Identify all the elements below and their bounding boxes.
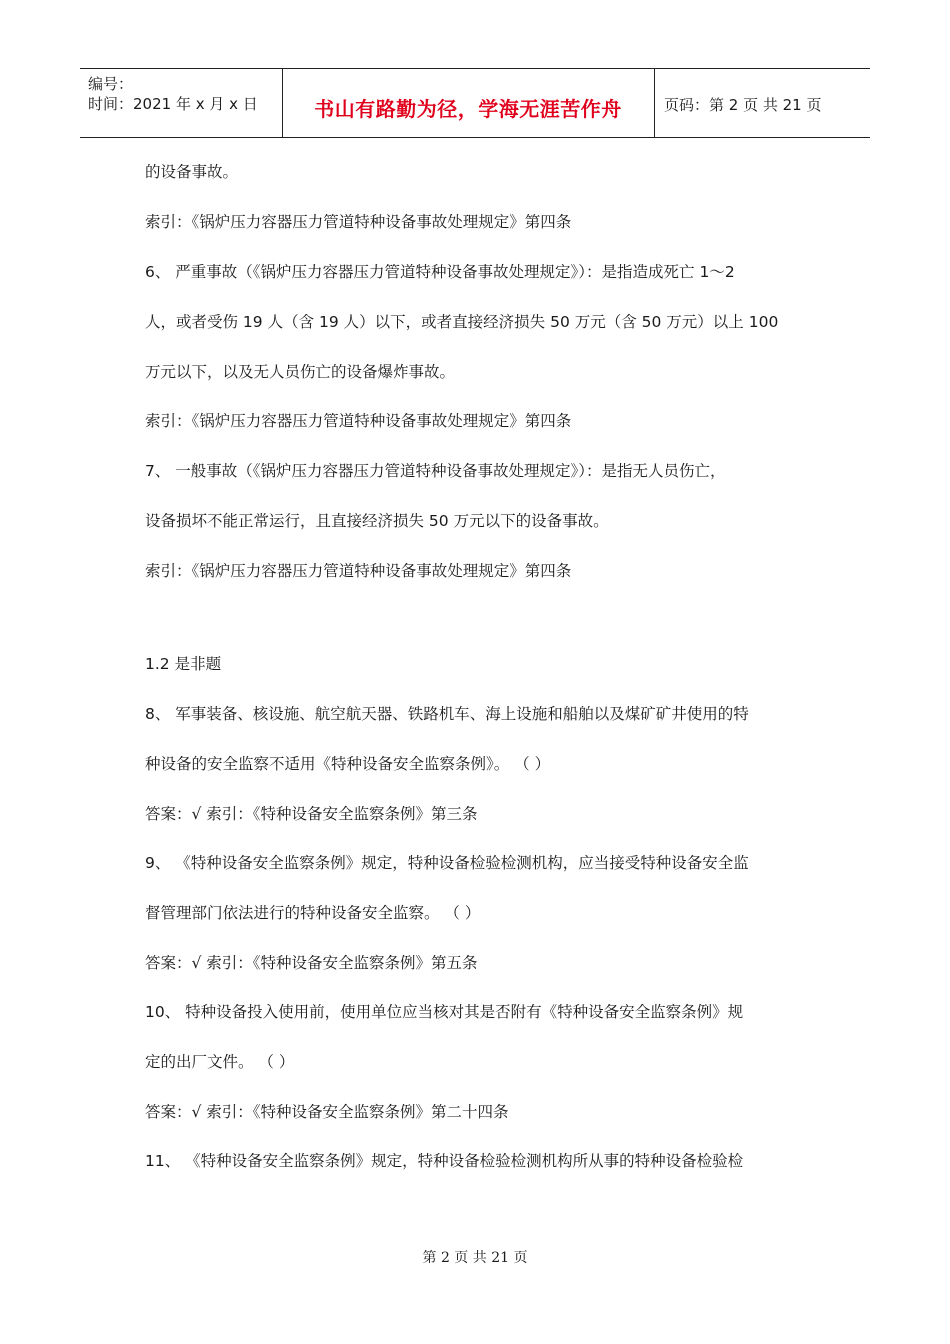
text-line: 定的出厂文件。 （ ） (145, 1053, 295, 1071)
text-line: 万元以下，以及无人员伤亡的设备爆炸事故。 (145, 363, 456, 381)
text-line: 7、 一般事故（《锅炉压力容器压力管道特种设备事故处理规定》）：是指无人员伤亡， (145, 462, 726, 480)
text-line: 设备损坏不能正常运行，且直接经济损失 50 万元以下的设备事故。 (145, 512, 609, 530)
text-line: 9、 《特种设备安全监察条例》规定，特种设备检验检测机构，应当接受特种设备安全监 (145, 854, 749, 872)
page-header (80, 68, 870, 138)
text-line: 督管理部门依法进行的特种设备安全监察。 （ ） (145, 904, 481, 922)
text-line: 索引：《锅炉压力容器压力管道特种设备事故处理规定》第四条 (145, 412, 572, 430)
header-motto: 书山有路勤为径，学海无涯苦作舟 (314, 97, 622, 121)
text-line: 人，或者受伤 19 人（含 19 人）以下，或者直接经济损失 50 万元（含 50 万元）以上 100 (145, 313, 779, 331)
header-meta-cell (80, 69, 283, 137)
text-line: 种设备的安全监察不适用《特种设备安全监察条例》。 （ ） (145, 755, 551, 773)
answer-line: 答案：√ 索引：《特种设备安全监察条例》第三条 (145, 805, 478, 823)
text-line: 11、 《特种设备安全监察条例》规定，特种设备检验检测机构所从事的特种设备检验检 (145, 1152, 744, 1170)
text-line: 索引：《锅炉压力容器压力管道特种设备事故处理规定》第四条 (145, 213, 572, 231)
document-number-label: 编号： (88, 75, 134, 93)
text-line: 索引：《锅炉压力容器压力管道特种设备事故处理规定》第四条 (145, 562, 572, 580)
answer-line: 答案：√ 索引：《特种设备安全监察条例》第二十四条 (145, 1103, 509, 1121)
header-page-cell (654, 69, 870, 137)
text-line: 8、 军事装备、核设施、航空航天器、铁路机车、海上设施和船舶以及煤矿矿井使用的特 (145, 705, 749, 723)
answer-line: 答案：√ 索引：《特种设备安全监察条例》第五条 (145, 954, 478, 972)
text-line: 10、 特种设备投入使用前，使用单位应当核对其是否附有《特种设备安全监察条例》规 (145, 1003, 744, 1021)
page-footer: 第 2 页 共 21 页 (422, 1250, 528, 1266)
header-page-info: 页码：第 2 页 共 21 页 (664, 96, 822, 114)
text-line: 6、 严重事故（《锅炉压力容器压力管道特种设备事故处理规定》）：是指造成死亡 1～2 (145, 263, 735, 281)
document-time-label: 时间：2021 年 x 月 x 日 (88, 95, 258, 113)
section-heading: 1.2 是非题 (145, 655, 222, 673)
header-motto-cell (282, 69, 655, 137)
text-line: 的设备事故。 (145, 163, 239, 181)
